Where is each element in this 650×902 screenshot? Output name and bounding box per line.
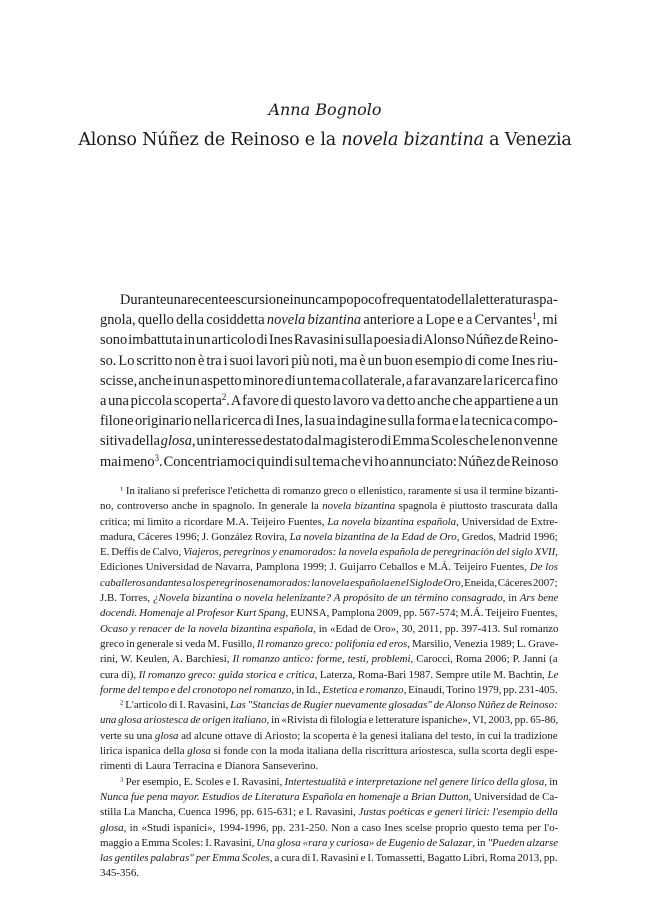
italic-text: Justas poéticas e generi lirici: l'esempio della — [358, 806, 558, 819]
text-run: , in — [544, 775, 558, 788]
italic-text: novela bizantina — [322, 500, 396, 513]
footnote-line — [100, 515, 558, 530]
text-run: scisse, anche in un aspetto minore di un tema collaterale, a far avanzare la ricerca fino — [100, 372, 558, 389]
text-run: Durante una recente escursione in un campo poco frequentato della letteratura spa- — [120, 292, 558, 308]
text-run: rimenti di Laura Terracina e Dianora Sanseverino. — [100, 760, 319, 773]
text-run: , in — [472, 836, 488, 849]
italic-text: glosa — [160, 433, 192, 450]
body-line — [100, 330, 558, 350]
body-line — [100, 452, 558, 472]
italic-text: docendi. Homenaje al Profesor Kurt Spang — [100, 607, 286, 620]
italic-text: glosa — [187, 745, 211, 758]
text-run: L'articolo di I. Ravasini, — [123, 699, 231, 712]
text-run: , a cura di I. Ravasini e I. Tomassetti, Bagatto Libri, Roma 2013, pp. — [269, 852, 558, 865]
title-text-end: a Venezia — [483, 130, 572, 150]
footnote-line — [100, 668, 558, 683]
italic-text: Las "Stancias de Rugier nuevamente glosadas" de Alonso Núñez de Reinoso: — [230, 699, 558, 712]
footnotes — [100, 484, 558, 882]
text-run: sitiva della — [100, 433, 161, 450]
italic-text: forme del tempo e del cronotopo nel romanzo — [100, 683, 292, 696]
italic-text: Il romanzo antico: forme, testi, problemi — [232, 653, 411, 666]
footnote-marker: 2 — [120, 699, 124, 707]
text-run: In italiano si preferisce l'etichetta di romanzo greco o ellenistico, raramente si usa il termine bizanti- — [123, 485, 558, 497]
italic-text: Una glosa «rara y curiosa» de Eugenio de Salazar — [256, 836, 473, 849]
text-run: , in «Studi ispanici», 1994-1996, pp. 231-250. Non a caso Ines scelse proprio questo tema per l'o- — [123, 821, 558, 834]
text-run: verte su una — [100, 729, 155, 742]
italic-text: novela bizantina — [266, 312, 362, 329]
text-run: so. Lo scritto non è tra i suoi lavori più noti, ma è un buon esempio di come Ines riu- — [100, 352, 558, 369]
text-run: , un interesse destato dal magistero di Emma Scoles che le non venne — [191, 433, 558, 450]
body-line — [100, 391, 558, 411]
body-line — [100, 411, 558, 431]
footnote-line — [100, 729, 558, 744]
italic-text: Viajeros, peregrinos y enamorados: la novela española de peregrinación del siglo XVII — [183, 546, 556, 559]
italic-text: glosa — [100, 821, 124, 834]
footnote-marker: 3 — [154, 452, 160, 463]
text-run: , Einaudi, Torino 1979, pp. 231-405. — [403, 683, 558, 696]
text-run: a una piccola scoperta — [100, 393, 222, 410]
body-line — [100, 310, 558, 330]
text-run: lirica ispanica della — [100, 745, 188, 758]
footnote-line — [100, 836, 558, 851]
title-italic-text: novela bizantina — [341, 130, 484, 150]
text-run: mai meno — [100, 453, 155, 470]
text-run: Per esempio, E. Scoles e I. Ravasini, — [123, 775, 285, 788]
text-run: sono imbattuta in un articolo di Ines Ravasini sulla poesia di Alonso Núñez de Reino- — [100, 332, 558, 349]
footnote-line — [100, 821, 558, 836]
text-run: , — [555, 546, 558, 559]
text-run: gnola, quello della cosiddetta — [100, 312, 267, 329]
italic-text: las gentiles palabras" per Emma Scoles — [100, 852, 270, 865]
text-run: maggio a Emma Scoles: I. Ravasini, — [100, 836, 257, 849]
text-run: greco in generale si veda M. Fusillo, — [100, 637, 257, 650]
text-run: , mi — [536, 312, 558, 329]
text-run: . Concentriamoci quindi sul tema che vi ho annunciato: Núñez de Reinoso — [159, 453, 558, 470]
author-name: Anna Bognolo — [268, 100, 382, 119]
text-run: , Laterza, Roma-Bari 1987. Sempre utile M. Bachtin, — [314, 668, 548, 681]
footnote-line — [100, 622, 558, 637]
text-run: no, controverso anche in spagnolo. In generale la — [100, 500, 323, 513]
italic-text: Il romanzo greco: guida storica e critica — [138, 668, 315, 681]
text-run: E. Deffis de Calvo, — [100, 546, 184, 559]
footnote-line — [100, 591, 558, 606]
footnote-line — [100, 683, 558, 698]
text-run: , Universidad de Ca- — [468, 790, 558, 803]
text-run: J.B. Torres, — [100, 592, 153, 605]
text-run: , in «Rivista di filologia e letterature ispaniche», VI, 2003, pp. 65-86, — [266, 714, 558, 727]
text-run: , Marsilio, Venezia 1989; L. Grave- — [407, 637, 558, 650]
text-run: , Eneida, Cáceres 2007; — [460, 576, 558, 589]
footnote-line — [100, 790, 558, 805]
footnote-line — [100, 851, 558, 866]
italic-text: Intertestualità e interpretazione nel genere lirico della glosa — [284, 775, 545, 788]
italic-text: ¿Novela bizantina o novela helenizante? A propósito de un término consagrado — [152, 592, 503, 605]
text-run: , EUNSA, Pamplona 2009, pp. 567-574; M.Á. Teijeiro Fuentes, — [285, 607, 558, 620]
footnote-line — [100, 744, 558, 759]
text-run: anteriore a Lope e a Cervantes — [361, 312, 533, 329]
footnote-line — [100, 484, 558, 499]
text-run: rini, W. Keulen, A. Barchiesi, — [100, 653, 233, 666]
text-run: critica; mi limito a ricordare M.A. Teijeiro Fuentes, — [100, 515, 328, 528]
body-line — [100, 290, 558, 310]
italic-text: glosa — [154, 729, 179, 742]
text-run: , Carocci, Roma 2006; P. Janni (a — [410, 653, 558, 666]
body-line — [100, 371, 558, 391]
footnote-line — [100, 759, 558, 774]
italic-text: caballeros andantes a los peregrinos enamorados: la novela española en el Siglo de Oro — [100, 576, 461, 589]
footnote-line — [100, 576, 558, 591]
italic-text: "Pueden alzarse — [487, 836, 558, 849]
text-run: si fonde con la moda italiana della riscrittura ariostesca, sulla scorta degli espe- — [210, 745, 558, 758]
footnote-line — [100, 805, 558, 820]
footnote-line — [100, 698, 558, 713]
italic-text: Ars bene — [519, 592, 558, 605]
text-run: spagnola è piuttosto trascurata dalla — [395, 500, 558, 513]
italic-text: Ocaso y renacer de la novela bizantina española — [100, 622, 314, 635]
text-run: , in — [502, 592, 520, 605]
title-text: Alonso Núñez de Reinoso e la — [78, 130, 342, 150]
footnote-line — [100, 637, 558, 652]
text-run: ad alcune ottave di Ariosto; la scoperta è la genesi italiana del testo, in cui la tradizione — [178, 729, 558, 742]
footnote-line — [100, 866, 558, 881]
italic-text: Il romanzo greco: polifonia ed eros — [256, 637, 408, 650]
text-run: , in Id., — [291, 683, 323, 696]
italic-text: La novela bizantina de la Edad de Oro — [289, 530, 457, 543]
footnote-line — [100, 606, 558, 621]
footnote-line — [100, 560, 558, 575]
text-run: madura, Cáceres 1996; J. González Rovira, — [100, 530, 290, 543]
footnote-marker: 1 — [532, 311, 537, 322]
footnote-marker: 2 — [221, 392, 227, 403]
footnote-marker: 1 — [120, 485, 124, 493]
text-run: stilla La Mancha, Cuenca 1996, pp. 615-631; e I. Ravasini, — [100, 806, 359, 819]
footnote-line — [100, 530, 558, 545]
footnote-marker: 3 — [120, 775, 124, 783]
italic-text: La novela bizantina española — [327, 515, 457, 528]
italic-text: una glosa ariostesca de origen italiano — [100, 714, 267, 727]
italic-text: Estetica e romanzo — [322, 683, 404, 696]
italic-text: De los — [529, 561, 558, 574]
text-run: Ediciones Universidad de Navarra, Pamplona 1999; J. Guijarro Ceballos e M.Á. Teijeiro Fuentes, — [100, 561, 530, 574]
essay-title — [0, 130, 650, 150]
footnote-line — [100, 499, 558, 514]
footnote-line — [100, 652, 558, 667]
text-run: , Gredos, Madrid 1996; — [456, 530, 558, 543]
body-line — [100, 431, 558, 451]
text-run: , in «Edad de Oro», 30, 2011, pp. 397-413. Sul romanzo — [313, 622, 558, 635]
text-run: cura di), — [100, 668, 139, 681]
italic-text: Nunca fue pena mayor. Estudios de Literatura Española en homenaje a Brian Dutton — [100, 790, 469, 803]
footnote-line — [100, 775, 558, 790]
footnote-line — [100, 545, 558, 560]
text-run: , Universidad de Extre- — [456, 515, 558, 528]
footnote-line — [100, 713, 558, 728]
text-run: . A favore di questo lavoro va detto anche che appartiene a un — [226, 393, 558, 410]
text-run: 345-356. — [100, 867, 140, 880]
text-run: filone originario nella ricerca di Ines, la sua indagine sulla forma e la tecnica compo- — [100, 413, 558, 430]
body-line — [100, 351, 558, 371]
italic-text: Le — [547, 668, 558, 681]
body-paragraph — [100, 290, 558, 472]
